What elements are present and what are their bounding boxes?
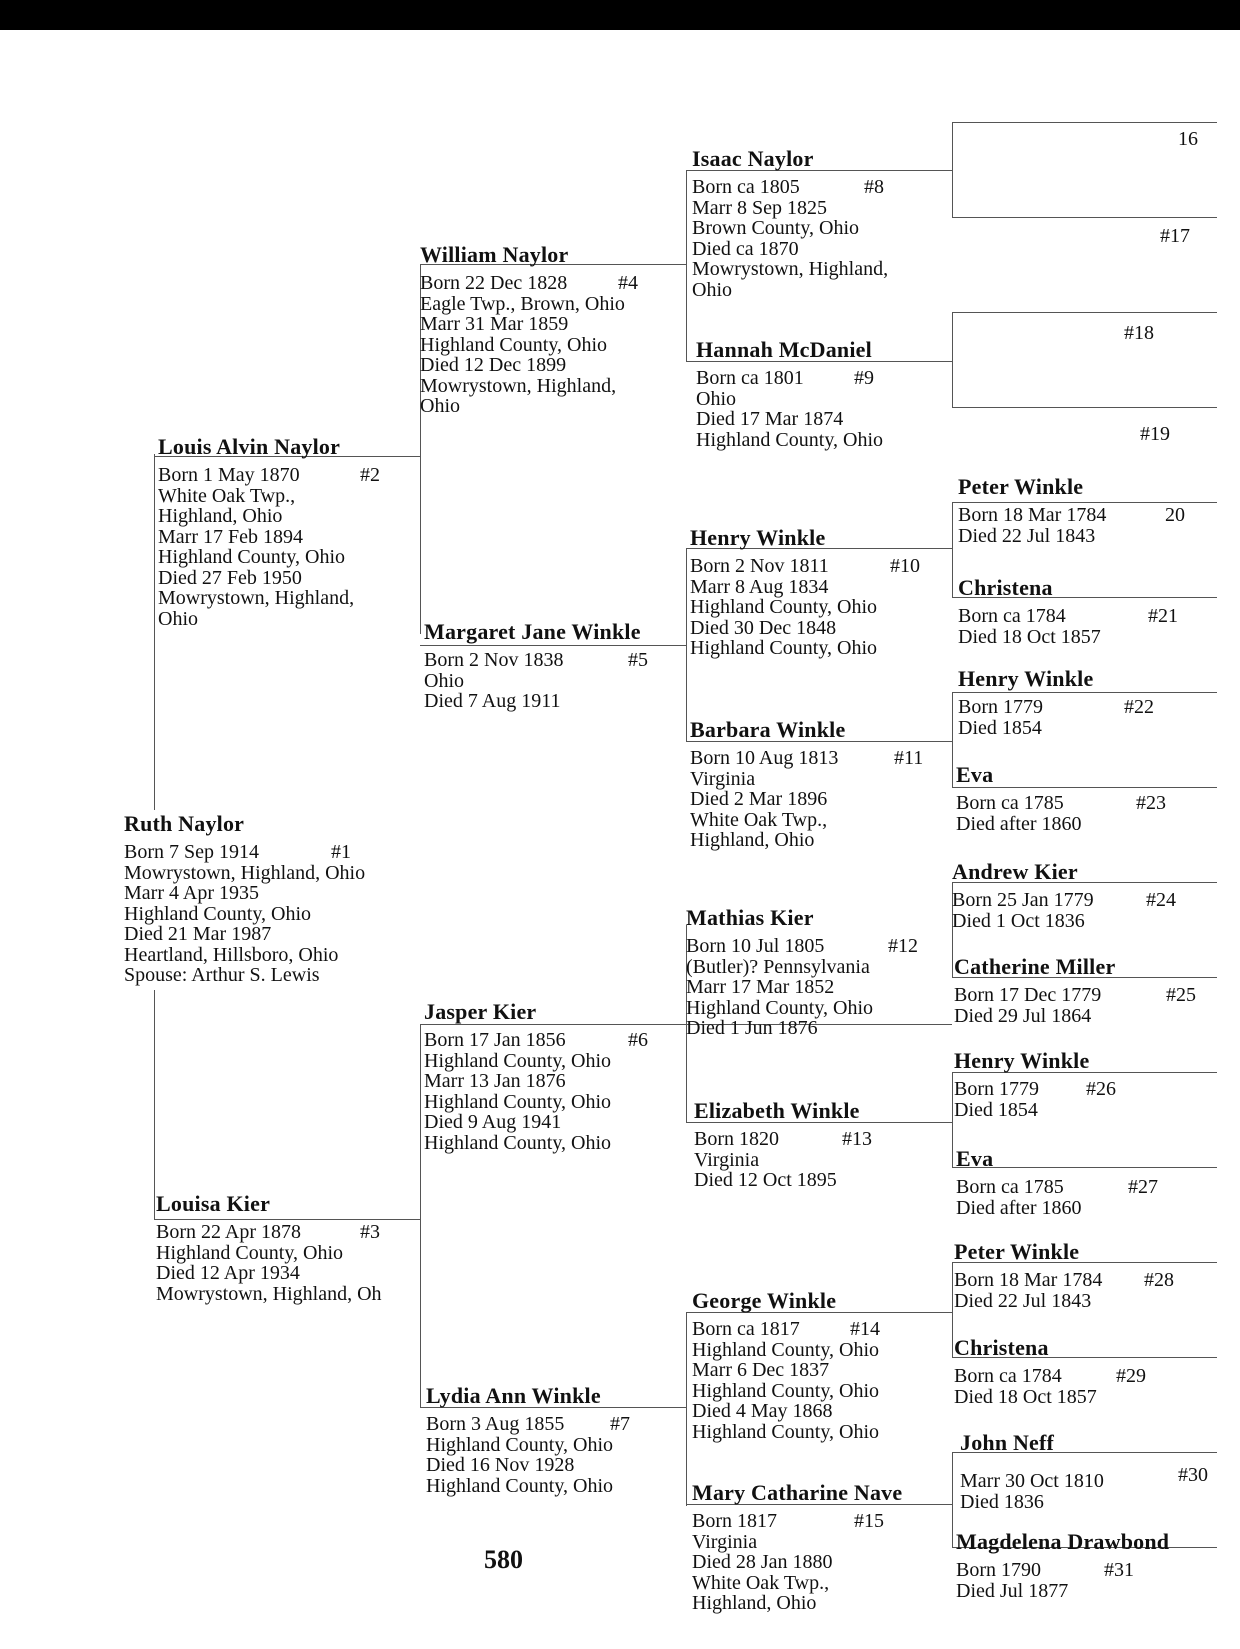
person-number: #4 (618, 272, 638, 294)
person-detail: Marr 6 Dec 1837 (692, 1359, 830, 1381)
person-number: #1 (331, 841, 351, 863)
person-number: #26 (1086, 1078, 1116, 1100)
top-black-bar (0, 0, 1240, 30)
person-detail: Born 1 May 1870 (158, 464, 300, 486)
person-10 (690, 525, 920, 659)
person-detail: Died 7 Aug 1911 (424, 690, 561, 712)
person-detail: Born 1790 (956, 1559, 1041, 1581)
person-detail: Born 1820 (694, 1128, 779, 1150)
person-detail: Died 12 Dec 1899 (420, 354, 567, 376)
person-number: #11 (894, 747, 924, 769)
person-number: #24 (1146, 889, 1176, 911)
person-number: #7 (610, 1413, 630, 1435)
person-31 (956, 1530, 1169, 1601)
person-detail: Highland County, Ohio (426, 1474, 614, 1497)
person-detail: Ohio (420, 395, 460, 417)
person-detail: Died after 1860 (956, 812, 1082, 835)
person-detail: Highland County, Ohio (692, 1338, 880, 1361)
person-detail: Marr 4 Apr 1935 (124, 882, 259, 904)
person-detail: Born 18 Mar 1784 (954, 1269, 1103, 1291)
person-detail: Highland County, Ohio (424, 1090, 612, 1113)
person-detail: Died 18 Oct 1857 (954, 1385, 1097, 1408)
person-number: #5 (628, 649, 648, 671)
person-name: Margaret Jane Winkle (424, 619, 641, 644)
person-detail: Highland County, Ohio (686, 996, 874, 1019)
person-detail: Highland County, Ohio (696, 428, 884, 451)
person-detail: Highland, Ohio (158, 505, 283, 527)
slot-number-19: #19 (1140, 423, 1170, 445)
person-number: #10 (890, 555, 920, 577)
person-detail: Ohio (424, 669, 464, 692)
person-13 (694, 1098, 872, 1191)
page-number: 580 (484, 1545, 523, 1574)
person-number: #27 (1128, 1176, 1158, 1198)
person-name: George Winkle (692, 1288, 837, 1313)
person-detail: Mowrystown, Highland, (420, 374, 617, 397)
person-22 (958, 666, 1154, 739)
person-3 (156, 1192, 382, 1304)
slot-number-16: 16 (1178, 128, 1198, 150)
person-detail: Died 30 Dec 1848 (690, 616, 837, 639)
person-1 (124, 812, 365, 986)
person-detail: Born 17 Dec 1779 (954, 984, 1102, 1006)
person-number: #8 (864, 176, 884, 198)
person-name: Peter Winkle (958, 474, 1084, 499)
person-30 (960, 1431, 1104, 1512)
person-name: Christena (954, 1335, 1049, 1360)
person-detail: Mowrystown, Highland, (692, 258, 889, 280)
person-detail: Born ca 1785 (956, 792, 1064, 814)
person-number: #2 (360, 464, 380, 486)
person-number: #25 (1166, 984, 1196, 1006)
person-detail: Virginia (692, 1530, 758, 1553)
person-detail: Died 27 Feb 1950 (158, 566, 302, 589)
person-detail: Mowrystown, Highland, (158, 587, 355, 609)
person-detail: Born 25 Jan 1779 (952, 889, 1094, 911)
person-detail: Virginia (690, 767, 756, 790)
person-detail: Highland County, Ohio (692, 1379, 880, 1402)
person-name: Louis Alvin Naylor (158, 434, 341, 459)
person-detail: Died 28 Jan 1880 (692, 1551, 833, 1573)
person-8 (692, 147, 888, 300)
person-detail: Born 3 Aug 1855 (426, 1413, 565, 1435)
person-detail: Died 12 Apr 1934 (156, 1262, 300, 1284)
person-name: Henry Winkle (958, 666, 1094, 691)
person-detail: White Oak Twp., (690, 808, 828, 831)
person-detail: White Oak Twp., (158, 484, 296, 507)
person-name: Jasper Kier (424, 999, 537, 1024)
person-detail: Marr 17 Mar 1852 (686, 976, 835, 998)
person-detail: Highland County, Ohio (420, 333, 608, 356)
person-5 (424, 619, 648, 712)
person-detail: Highland County, Ohio (692, 1420, 880, 1443)
person-number: #9 (854, 367, 874, 389)
person-detail: Born ca 1801 (696, 367, 804, 389)
person-27 (956, 1146, 1158, 1219)
person-detail: Highland County, Ohio (426, 1433, 614, 1456)
person-detail: Born 22 Apr 1878 (156, 1221, 301, 1243)
person-detail: Born 22 Dec 1828 (420, 272, 568, 294)
person-20 (958, 474, 1185, 547)
person-detail: Born ca 1817 (692, 1318, 800, 1340)
person-number: #3 (360, 1221, 380, 1243)
person-detail: Born 2 Nov 1811 (690, 555, 829, 577)
person-9 (696, 338, 883, 450)
person-21 (958, 575, 1178, 648)
person-detail: Highland County, Ohio (124, 902, 312, 925)
person-12 (686, 905, 918, 1039)
person-detail: Virginia (694, 1148, 760, 1171)
person-25 (954, 954, 1196, 1027)
person-number: #28 (1144, 1269, 1174, 1291)
person-detail: Died 9 Aug 1941 (424, 1111, 562, 1133)
person-detail: Born ca 1805 (692, 176, 800, 198)
person-number: #14 (850, 1318, 880, 1340)
person-detail: Brown County, Ohio (692, 217, 860, 239)
person-detail: Born 17 Jan 1856 (424, 1029, 566, 1051)
person-detail: Died 1854 (958, 716, 1042, 739)
person-detail: Died ca 1870 (692, 237, 799, 260)
person-detail: Died 1 Jun 1876 (686, 1017, 818, 1039)
person-14 (692, 1289, 879, 1442)
person-name: Mary Catharine Nave (692, 1480, 903, 1505)
person-detail: Born 1779 (958, 696, 1043, 718)
person-name: Henry Winkle (954, 1048, 1090, 1073)
person-name: Andrew Kier (952, 859, 1078, 884)
person-detail: Died after 1860 (956, 1196, 1082, 1219)
person-number: #15 (854, 1510, 884, 1532)
person-detail: Born 10 Aug 1813 (690, 747, 839, 769)
person-detail: Highland County, Ohio (156, 1241, 344, 1264)
person-detail: Spouse: Arthur S. Lewis (124, 964, 320, 986)
person-number: #29 (1116, 1365, 1146, 1387)
person-name: Isaac Naylor (692, 146, 814, 171)
person-name: Hannah McDaniel (696, 337, 872, 362)
person-6 (424, 999, 648, 1154)
person-name: Lydia Ann Winkle (426, 1383, 601, 1408)
person-name: Magdelena Drawbond (956, 1529, 1170, 1554)
person-2 (158, 434, 380, 630)
person-name: Henry Winkle (690, 525, 826, 550)
person-detail: Died 1 Oct 1836 (952, 909, 1085, 932)
person-name: Christena (958, 575, 1053, 600)
person-detail: Marr 31 Mar 1859 (420, 313, 569, 335)
person-detail: Died 1836 (960, 1490, 1044, 1513)
person-number: #23 (1136, 792, 1166, 814)
person-detail: Died 4 May 1868 (692, 1400, 833, 1422)
person-detail: Died 22 Jul 1843 (954, 1289, 1092, 1312)
person-name: Louisa Kier (156, 1191, 271, 1216)
person-detail: Died 22 Jul 1843 (958, 524, 1096, 547)
person-detail: Highland County, Ohio (424, 1049, 612, 1072)
person-detail: Born 10 Jul 1805 (686, 935, 825, 957)
person-detail: Died 29 Jul 1864 (954, 1004, 1092, 1027)
person-name: Barbara Winkle (690, 717, 846, 742)
person-detail: Marr 8 Sep 1825 (692, 196, 827, 219)
person-detail: Born ca 1784 (958, 605, 1066, 627)
person-detail: Highland, Ohio (692, 1592, 817, 1614)
person-detail: Born 7 Sep 1914 (124, 841, 259, 863)
person-4 (420, 242, 638, 417)
person-name: Eva (956, 762, 994, 787)
person-detail: White Oak Twp., (692, 1571, 830, 1594)
person-detail: Died 18 Oct 1857 (958, 625, 1101, 648)
person-detail: Born 1779 (954, 1078, 1039, 1100)
person-detail: (Butler)? Pennsylvania (686, 955, 870, 978)
person-detail: Born 2 Nov 1838 (424, 649, 564, 671)
person-detail: Marr 17 Feb 1894 (158, 525, 303, 548)
person-detail: Marr 13 Jan 1876 (424, 1070, 566, 1092)
person-detail: Died 16 Nov 1928 (426, 1454, 575, 1476)
person-7 (426, 1383, 630, 1497)
person-number: #12 (888, 935, 918, 957)
slot-number-17: #17 (1160, 225, 1190, 247)
person-detail: Born ca 1785 (956, 1176, 1064, 1198)
slot-number-18: #18 (1124, 322, 1154, 344)
person-detail: Ohio (158, 607, 198, 630)
person-detail: Died Jul 1877 (956, 1579, 1069, 1602)
person-number: #31 (1104, 1559, 1134, 1581)
person-26 (954, 1048, 1116, 1121)
person-detail: Ohio (692, 278, 732, 301)
person-number: 20 (1165, 504, 1185, 526)
person-15 (692, 1481, 902, 1614)
person-name: Mathias Kier (686, 905, 814, 930)
person-detail: Mowrystown, Highland, Oh (156, 1282, 382, 1305)
person-detail: Marr 30 Oct 1810 (960, 1470, 1104, 1492)
person-number: #22 (1124, 696, 1154, 718)
person-name: Catherine Miller (954, 954, 1116, 979)
person-detail: Died 12 Oct 1895 (694, 1169, 837, 1191)
person-detail: Born 18 Mar 1784 (958, 504, 1107, 526)
person-name: Eva (956, 1146, 994, 1171)
person-detail: Highland County, Ohio (690, 596, 878, 618)
person-name: Elizabeth Winkle (694, 1098, 860, 1123)
person-24 (952, 859, 1176, 932)
person-29 (954, 1335, 1146, 1408)
person-detail: Born 1817 (692, 1510, 777, 1532)
person-detail: Mowrystown, Highland, Ohio (124, 861, 366, 884)
person-28 (954, 1239, 1174, 1312)
person-detail: Highland County, Ohio (690, 637, 878, 659)
person-23 (956, 762, 1166, 835)
person-detail: Born ca 1784 (954, 1365, 1062, 1387)
person-11 (690, 717, 924, 851)
person-detail: Highland County, Ohio (158, 546, 346, 568)
person-name: Peter Winkle (954, 1239, 1080, 1264)
person-name: William Naylor (420, 242, 569, 267)
person-detail: Highland County, Ohio (424, 1131, 612, 1154)
person-number: #13 (842, 1128, 872, 1150)
person-detail: Highland, Ohio (690, 829, 815, 851)
person-detail: Died 17 Mar 1874 (696, 408, 844, 430)
person-number: #21 (1148, 605, 1178, 627)
person-detail: Marr 8 Aug 1834 (690, 575, 829, 598)
person-detail: Ohio (696, 387, 736, 410)
person-detail: Died 2 Mar 1896 (690, 788, 828, 810)
person-detail: Died 1854 (954, 1098, 1038, 1121)
person-30-number: #30 (1178, 1464, 1208, 1486)
person-detail: Heartland, Hillsboro, Ohio (124, 943, 339, 966)
person-name: John Neff (960, 1430, 1055, 1455)
person-name: Ruth Naylor (124, 811, 245, 836)
person-detail: Died 21 Mar 1987 (124, 923, 272, 945)
person-number: #6 (628, 1029, 648, 1051)
person-detail: Eagle Twp., Brown, Ohio (420, 292, 625, 315)
